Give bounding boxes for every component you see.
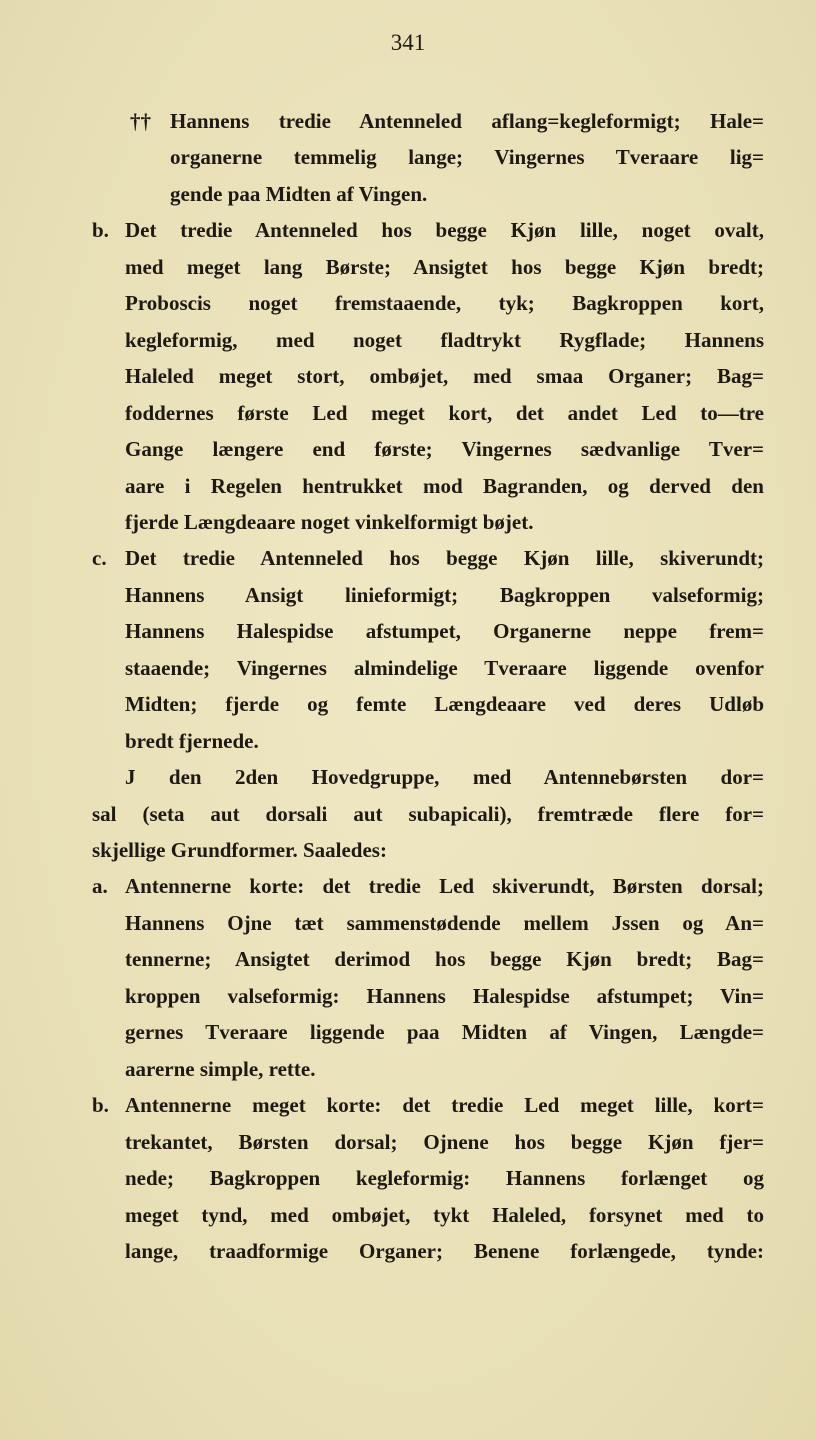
item-label: b. [92, 218, 109, 243]
item-label: a. [92, 874, 108, 899]
page-number: 341 [390, 30, 426, 55]
item-label: †† [130, 109, 151, 133]
text-line: kegleformig, med noget fladtrykt Rygflade; Hannens [125, 327, 764, 352]
text-line: Hannens Halespidse afstumpet, Organerne neppe frem= [125, 619, 764, 644]
text-line: Proboscis noget fremstaaende, tyk; Bagkroppen kort, [125, 291, 764, 316]
text-line: Midten; fjerde og femte Længdeaare ved deres Udløb [125, 692, 764, 717]
text-line: staaende; Vingernes almindelige Tveraare liggende ovenfor [125, 655, 764, 680]
text-line: Antennerne meget korte: det tredie Led meget lille, kort= [125, 1093, 764, 1118]
text-line: Antennerne korte: det tredie Led skiverundt, Børsten dorsal; [125, 874, 764, 899]
item-label: c. [92, 546, 107, 571]
text-line: fjerde Længdeaare noget vinkelformigt bøjet. [125, 509, 534, 534]
text-line: gende paa Midten af Vingen. [170, 181, 428, 206]
text-line: tennerne; Ansigtet derimod hos begge Kjøn bredt; Bag= [125, 947, 764, 972]
text-line: Hannens tredie Antenneled aflang=kegleformigt; Hale= [170, 109, 764, 133]
text-line: lange, traadformige Organer; Benene forlængede, tynde: [125, 1238, 764, 1263]
text-line: J den 2den Hovedgruppe, med Antennebørsten dor= [125, 765, 764, 790]
item-label: b. [92, 1093, 109, 1118]
text-line: Haleled meget stort, ombøjet, med smaa Organer; Bag= [125, 364, 764, 389]
text-line: organerne temmelig lange; Vingernes Tveraare lig= [170, 145, 764, 170]
text-line: aare i Regelen hentrukket mod Bagranden, og derved den [125, 473, 764, 498]
text-line: sal (seta aut dorsali aut subapicali), fremtræde flere for= [92, 801, 764, 826]
text-line: bredt fjernede. [125, 728, 259, 753]
text-line: Det tredie Antenneled hos begge Kjøn lille, noget ovalt, [125, 218, 764, 243]
text-line: foddernes første Led meget kort, det andet Led to—tre [125, 400, 764, 425]
text-line: trekantet, Børsten dorsal; Ojnene hos begge Kjøn fjer= [125, 1129, 764, 1154]
text-line: med meget lang Børste; Ansigtet hos begge Kjøn bredt; [125, 254, 764, 279]
text-line: Gange længere end første; Vingernes sædvanlige Tver= [125, 437, 764, 462]
text-line: meget tynd, med ombøjet, tykt Haleled, forsynet med to [125, 1202, 764, 1227]
text-line: kroppen valseformig: Hannens Halespidse afstumpet; Vin= [125, 983, 764, 1008]
text-line: aarerne simple, rette. [125, 1056, 316, 1081]
text-line: gernes Tveraare liggende paa Midten af Vingen, Længde= [125, 1020, 764, 1045]
text-line: Hannens Ojne tæt sammenstødende mellem Jssen og An= [125, 910, 764, 935]
text-line: Hannens Ansigt linieformigt; Bagkroppen valseformig; [125, 582, 764, 607]
text-line: Det tredie Antenneled hos begge Kjøn lille, skiverundt; [125, 546, 764, 571]
text-line: nede; Bagkroppen kegleformig: Hannens forlænget og [125, 1166, 764, 1191]
text-line: skjellige Grundformer. Saaledes: [92, 838, 387, 862]
